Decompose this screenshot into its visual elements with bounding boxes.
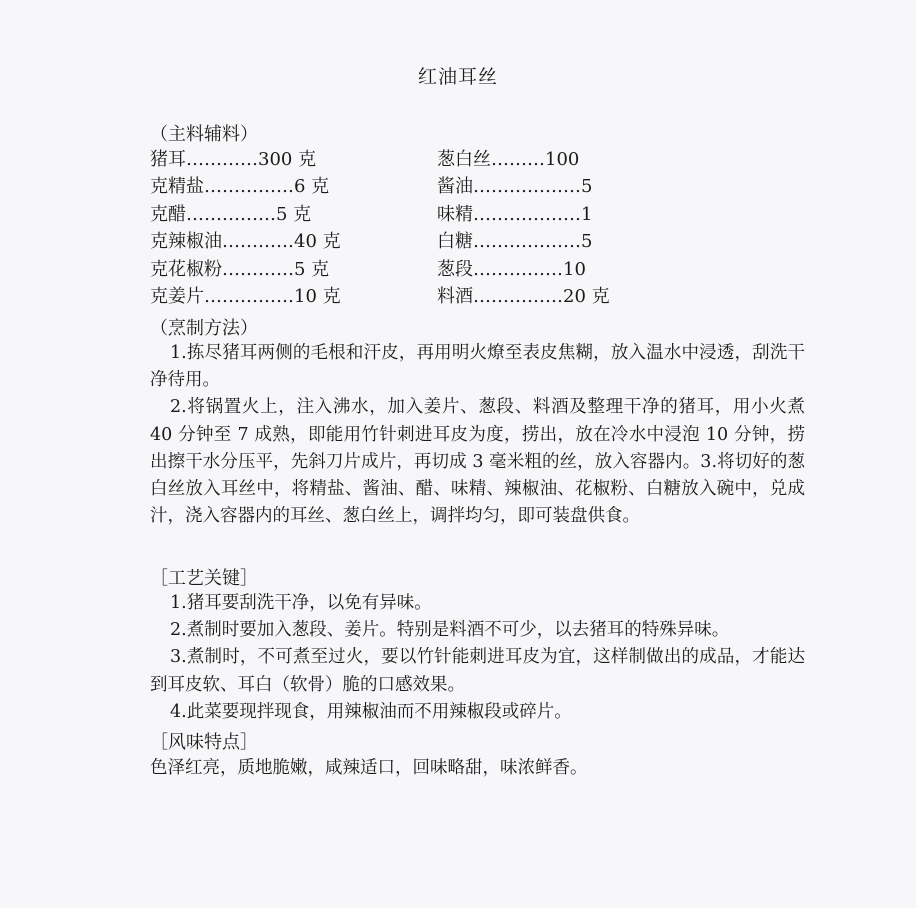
flavor-text: 色泽红亮，质地脆嫩，咸辣适口，回味略甜，味浓鲜香。 [150, 758, 588, 778]
ingredients-heading: （主料辅料） [150, 124, 258, 145]
key-point: 1.猪耳要刮洗干净，以免有异味。 [170, 593, 432, 613]
ingredients-left-column [150, 146, 341, 310]
ingredient-item: 料酒……………20 克 [437, 286, 610, 308]
ingredient-item: 克姜片……………10 克 [150, 286, 341, 308]
key-point: 2.煮制时要加入葱段、姜片。特别是料酒不可少，以去猪耳的特殊异味。 [170, 620, 730, 641]
key-point: 4.此菜要现拌现食，用辣椒油而不用辣椒段或碎片。 [170, 701, 572, 722]
ingredient-item: 白糖………………5 [437, 231, 593, 253]
method-body [150, 340, 805, 530]
flavor-body [150, 755, 805, 782]
ingredient-item: 猪耳…………300 克 [150, 149, 317, 170]
ingredients-right-column [437, 146, 610, 310]
method-step: 2.将锅置火上，注入沸水，加入姜片、葱段、料酒及整理干净的猪耳，用小火煮 40 分钟至 7 成熟，即能用竹针刺进耳皮为度，捞出，放在冷水中浸泡 10 分钟，捞出擦干水分压平，先斜刀片成片，再切成 3 毫米粗的丝，放入容器内。3.将切好的葱白丝放入耳丝中，将精盐、酱油、醋、味精、辣椒油、花椒粉、白糖放入碗中，兑成汁，浇入容器内的耳丝、葱白丝上，调拌均匀，即可装盘供食。 [150, 397, 805, 527]
method-step: 1.拣尽猪耳两侧的毛根和汗皮，再用明火燎至表皮焦糊，放入温水中浸透，刮洗干净待用。 [150, 343, 805, 391]
ingredient-item: 葱白丝………100 [437, 149, 580, 170]
ingredient-item: 克辣椒油…………40 克 [150, 231, 341, 253]
ingredient-item: 味精………………1 [437, 203, 593, 225]
ingredient-item: 克精盐……………6 克 [150, 176, 330, 198]
method-heading: （烹制方法） [150, 318, 258, 339]
keys-body [150, 590, 805, 726]
page-title: 红油耳丝 [417, 66, 498, 88]
ingredient-item: 克醋……………5 克 [150, 203, 312, 225]
flavor-heading: ［风味特点］ [150, 732, 258, 753]
ingredient-item: 酱油………………5 [437, 176, 593, 198]
ingredient-item: 克花椒粉…………5 克 [150, 258, 330, 280]
key-point: 3.煮制时，不可煮至过火，要以竹针能刺进耳皮为宜，这样制做出的成品，才能达到耳皮软、耳白（软骨）脆的口感效果。 [150, 647, 805, 695]
keys-heading: ［工艺关键］ [150, 568, 258, 589]
ingredient-item: 葱段……………10 [437, 258, 586, 280]
